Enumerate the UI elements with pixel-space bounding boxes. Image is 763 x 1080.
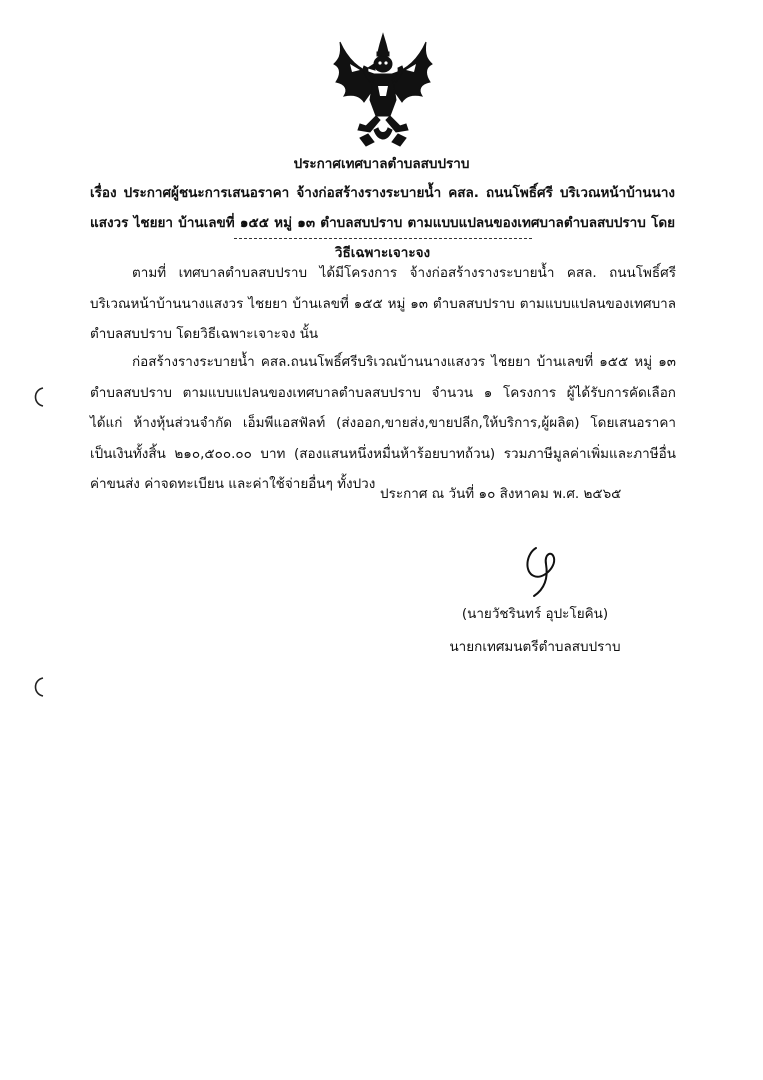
handwritten-signature-icon <box>516 542 576 600</box>
body-paragraph-2: ก่อสร้างรางระบายน้ำ คสล.ถนนโพธิ์ศรีบริเวณบ้านนางแสงวร ไชยยา บ้านเลขที่ ๑๕๕ หมู่ ๑๓ ตำบลสบปราบ ตามแบบแปลนของเทศบาลตำบลสบปราบ จำนวน ๑ โครงการ ผู้ได้รับการคัดเลือก ได้แก่ ห้างหุ้นส่วนจำกัด เอ็มพีแอสฟัลท์ (ส่งออก,ขายส่ง,ขายปลีก,ให้บริการ,ผู้ผลิต) โดยเสนอราคา เป็นเงินทั้งสิ้น ๒๑๐,๕๐๐.๐๐ บาท (สองแสนหนึ่งหมื่นห้าร้อยบาทถ้วน) รวมภาษีมูลค่าเพิ่มและภาษีอื่น ค่าขนส่ง ค่าจดทะเบียน และค่าใช้จ่ายอื่นๆ ทั้งปวง <box>90 354 676 492</box>
announcement-subject: เรื่อง ประกาศผู้ชนะการเสนอราคา จ้างก่อสร้างรางระบายน้ำ คสล. ถนนโพธิ์ศรี บริเวณหน้าบ้านนางแสงวร ไชยยา บ้านเลขที่ ๑๕๕ หมู่ ๑๓ ตำบลสบปราบ ตามแบบแปลนของเทศบาลตำบลสบปราบ โดยวิธีเฉพาะเจาะจง <box>90 185 675 261</box>
punch-hole-mark <box>31 386 45 408</box>
punch-hole-mark <box>31 676 45 698</box>
signer-position: นายกเทศมนตรีตำบลสบปราบ <box>449 639 621 655</box>
announcement-date: ประกาศ ณ วันที่ ๑๐ สิงหาคม พ.ศ. ๒๕๖๕ <box>380 486 622 502</box>
divider-line <box>234 238 532 239</box>
garuda-emblem-icon <box>330 30 436 148</box>
signer-name: (นายวัชรินทร์ อุปะโยคิน) <box>461 606 609 622</box>
body-paragraph-1: ตามที่ เทศบาลตำบลสบปราบ ได้มีโครงการ จ้างก่อสร้างรางระบายน้ำ คสล. ถนนโพธิ์ศรี บริเวณหน้าบ้านนางแสงวร ไชยยา บ้านเลขที่ ๑๕๕ หมู่ ๑๓ ตำบลสบปราบ ตามแบบแปลนของเทศบาลตำบลสบปราบ โดยวิธีเฉพาะเจาะจง นั้น <box>90 265 676 342</box>
announcement-title: ประกาศเทศบาลตำบลสบปราบ <box>293 156 470 172</box>
